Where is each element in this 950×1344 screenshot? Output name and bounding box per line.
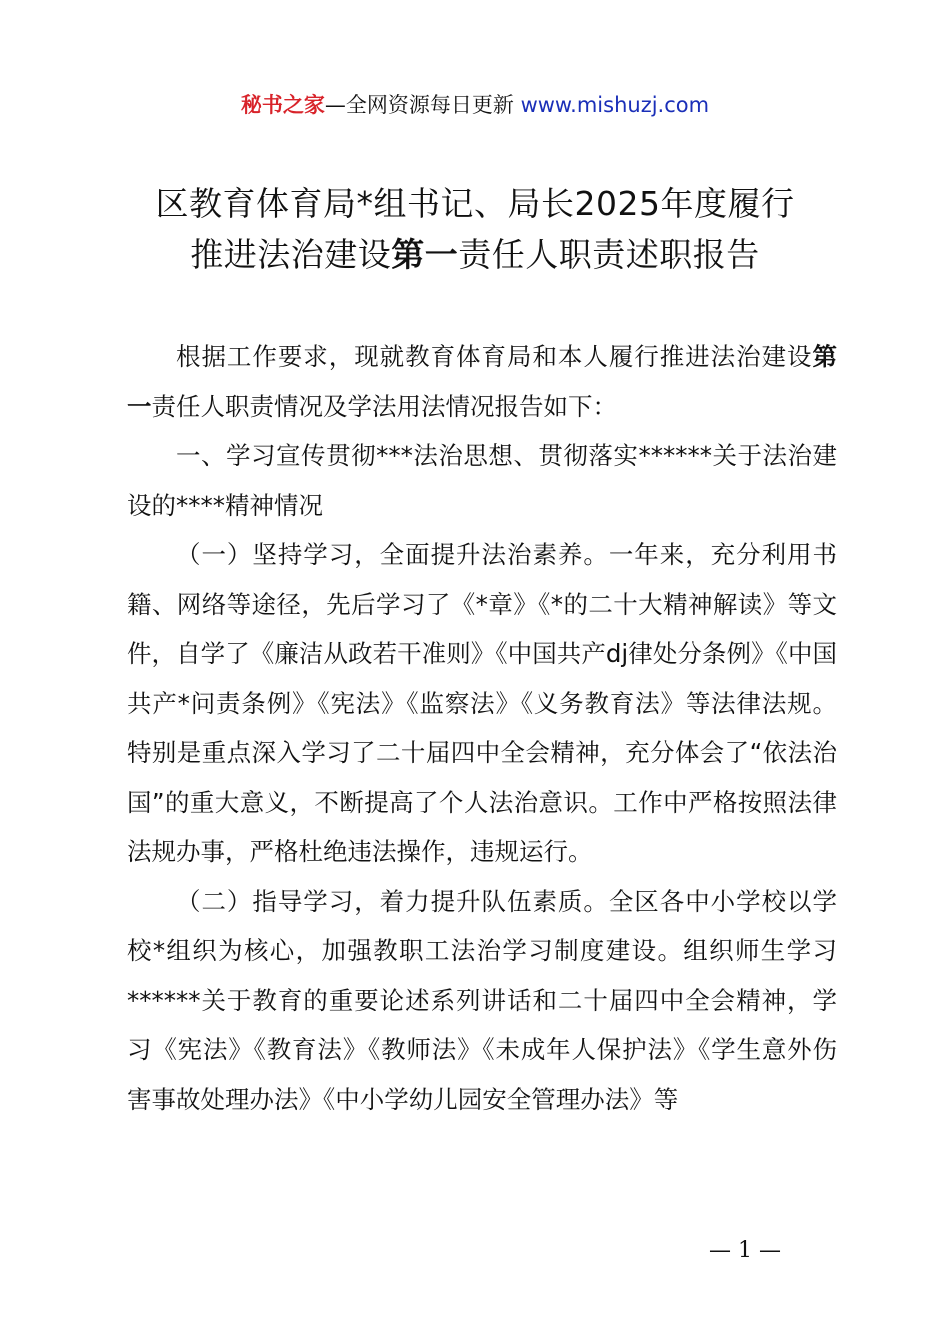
brand-name: 秘书之家 (240, 93, 325, 117)
document-body (127, 332, 837, 1124)
title-line-2-bold: 第一 (391, 235, 459, 274)
intro-part-1: 根据工作要求，现就教育体育局和本人履行推进法治建设 (176, 342, 813, 371)
paragraph-1: （一）坚持学习，全面提升法治素养。一年来，充分利用书籍、网络等途径，先后学习了《*章》《*的二十大精神解读》等文件，自学了《廉洁从政若干准则》《中国共产dj律处分条例》《中国共产*问责条例》《宪法》《监察法》《义务教育法》等法律法规。特别是重点深入学习了二十届四中全会精神，充分体会了“依法治国”的重大意义，不断提高了个人法治意识。工作中严格按照法律法规办事，严格杜绝违法操作，违规运行。 (127, 540, 837, 866)
intro-bold: 第一 (127, 342, 837, 421)
title-line-2-part-1: 推进法治建设 (190, 235, 392, 274)
page-number: — 1 — (709, 1238, 781, 1263)
intro-paragraph (127, 332, 837, 431)
title-line-1: 区教育体育局*组书记、局长2025年度履行 (155, 184, 795, 223)
intro-part-2: 责任人职责情况及学法用法情况报告如下： (151, 391, 617, 421)
header-slogan: —全网资源每日更新 (324, 93, 521, 117)
title-line-2-part-2: 责任人职责述职报告 (458, 235, 760, 274)
section-1-heading: 一、学习宣传贯彻***法治思想、贯彻落实******关于法治建设的****精神情况 (127, 441, 837, 520)
site-url-link[interactable]: www.mishuzj.com (520, 93, 710, 117)
site-header (0, 88, 950, 122)
paragraph-2: （二）指导学习，着力提升队伍素质。全区各中小学校以学校*组织为核心，加强教职工法治学习制度建设。组织师生学习******关于教育的重要论述系列讲话和二十届四中全会精神，学习《宪法》《教育法》《教师法》《未成年人保护法》《学生意外伤害事故处理办法》《中小学幼儿园安全管理办法》等 (127, 886, 837, 1114)
document-title (60, 178, 890, 280)
